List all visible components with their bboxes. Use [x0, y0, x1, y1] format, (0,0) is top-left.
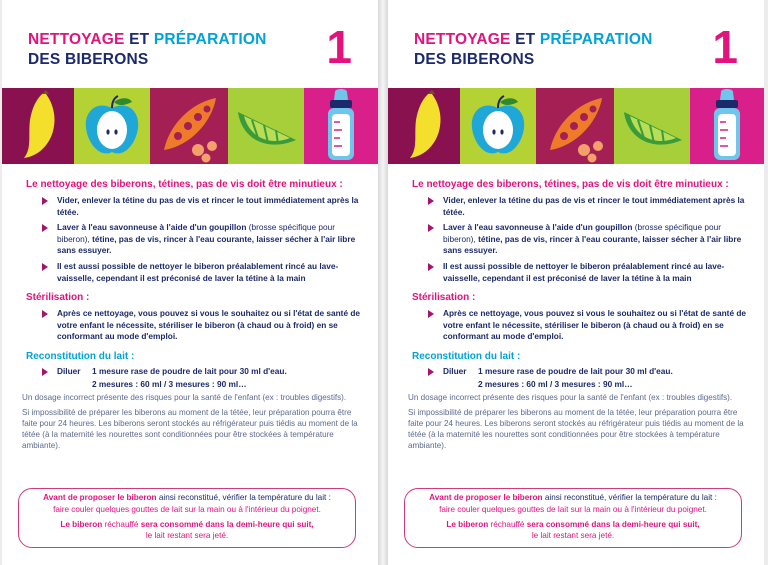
apple-icon	[74, 88, 150, 164]
title-word-2: ET	[129, 31, 150, 48]
fruit-banner	[2, 88, 378, 164]
bullet-text: Laver à l'eau savonneuse à l'aide d'un goupillon	[57, 222, 247, 233]
box-line-1	[405, 492, 741, 504]
box-emph: Avant de proposer le biberon	[429, 493, 543, 502]
box-text: réchauffé	[102, 519, 141, 529]
bullet-text-normal: (brosse spécifique pour biberon),	[57, 222, 335, 244]
dosage-warning: Un dosage incorrect présente des risques pour la santé de l'enfant (ex : troubles digestifs).	[408, 393, 733, 403]
tile-bottle	[690, 88, 764, 164]
tile-peapod	[150, 88, 228, 164]
cleaning-bullet-3	[408, 261, 753, 284]
warning-box	[18, 488, 356, 548]
bullet-arrow-icon	[42, 197, 48, 205]
box-text: ainsi reconstitué, vérifier la température du lait :	[542, 493, 717, 502]
bullet-text: Il est aussi possible de nettoyer le biberon préalablement rincé au lave-vaisselle, cependant il est préconisé de laver la tétine à la main	[443, 260, 725, 283]
cleaning-bullet-1	[408, 195, 753, 218]
title-word-1: NETTOYAGE	[414, 31, 511, 48]
title-line-2: DES BIBERONS	[414, 51, 535, 68]
reconstitution-heading: Reconstitution du lait :	[26, 350, 135, 362]
box-line-3	[405, 519, 741, 531]
cleaning-bullet-1	[22, 195, 367, 218]
storage-note: Si impossibilité de préparer les biberons au moment de la tétée, leur préparation pourra être faite pour 24 heures. Les biberons seront stockés au réfrigérateur puis tiédis au moment de la tétée (à la maternité les nourettes sont conditionnées pour être stockées à température ambiante).	[22, 408, 358, 451]
dose-text: Diluer 1 mesure rase de poudre de lait pour 30 ml d'eau.	[57, 365, 287, 376]
bullet-arrow-icon	[42, 368, 48, 376]
bullet-text-normal: (brosse spécifique pour biberon),	[443, 222, 721, 244]
dose-line-2: 2 mesures : 60 ml / 3 mesures : 90 ml…	[92, 378, 247, 389]
bullet-text: Vider, enlever la tétine du pas de vis et rincer le tout immédiatement après la tétée.	[57, 195, 359, 217]
tile-banana	[2, 88, 74, 164]
box-line-2: faire couler quelques gouttes de lait sur la main ou à l'intérieur du poignet.	[439, 504, 707, 514]
bullet-arrow-icon	[428, 197, 434, 205]
tile-bottle	[304, 88, 378, 164]
tile-peapod	[536, 88, 614, 164]
title-word-3: PRÉPARATION	[539, 31, 653, 48]
cleaning-heading: Le nettoyage des biberons, tétines, pas de vis doit être minutieux :	[26, 179, 343, 190]
banana-icon	[2, 88, 74, 164]
cleaning-bullet-3	[22, 261, 367, 284]
box-line-2: faire couler quelques gouttes de lait sur la main ou à l'intérieur du poignet.	[53, 504, 321, 514]
storage-note: Si impossibilité de préparer les biberons au moment de la tétée, leur préparation pourra être faite pour 24 heures. Les biberons seront stockés au réfrigérateur puis tiédis au moment de la tétée (à la maternité les nourettes sont conditionnées pour être stockées à température ambiante).	[408, 408, 744, 451]
sterilisation-bullet	[22, 308, 367, 343]
tile-melon	[614, 88, 690, 164]
tile-apple	[74, 88, 150, 164]
reconstitution-heading: Reconstitution du lait :	[412, 350, 521, 362]
melon-icon	[228, 88, 304, 164]
tile-banana	[388, 88, 460, 164]
dosage-warning: Un dosage incorrect présente des risques pour la santé de l'enfant (ex : troubles digestifs).	[22, 393, 347, 403]
cleaning-heading: Le nettoyage des biberons, tétines, pas de vis doit être minutieux :	[412, 179, 729, 190]
content	[22, 178, 367, 457]
cleaning-bullet-2	[22, 222, 367, 257]
dose-line-1	[22, 366, 367, 378]
peapod-icon	[150, 88, 228, 164]
bullet-text: Il est aussi possible de nettoyer le biberon préalablement rincé au lave-vaisselle, cependant il est préconisé de laver la tétine à la main	[57, 260, 339, 283]
dose-text: Diluer 1 mesure rase de poudre de lait pour 30 ml d'eau.	[443, 365, 673, 376]
box-text: réchauffé	[488, 519, 527, 529]
page-title	[414, 30, 653, 70]
bullet-text: Vider, enlever la tétine du pas de vis et rincer le tout immédiatement après la tétée.	[443, 195, 745, 217]
box-emph: Avant de proposer le biberon	[43, 493, 157, 502]
content	[408, 178, 753, 457]
title-word-1: NETTOYAGE	[28, 31, 125, 48]
bullet-arrow-icon	[428, 263, 434, 271]
box-line-4: le lait restant sera jeté.	[145, 531, 229, 541]
tile-apple	[460, 88, 536, 164]
apple-icon	[460, 88, 536, 164]
box-line-1	[19, 492, 355, 504]
bullet-arrow-icon	[428, 224, 434, 232]
bullet-arrow-icon	[428, 368, 434, 376]
bullet-arrow-icon	[42, 224, 48, 232]
box-emph: sera consommé dans la demi-heure qui suit,	[526, 519, 700, 529]
dose-line-2: 2 mesures : 60 ml / 3 mesures : 90 ml…	[478, 378, 633, 389]
warning-box	[404, 488, 742, 548]
box-emph: Le biberon	[446, 519, 489, 529]
melon-icon	[614, 88, 690, 164]
cleaning-bullet-2	[408, 222, 753, 257]
book-gutter	[378, 0, 388, 565]
dose-line-1	[408, 366, 753, 378]
bullet-text: Après ce nettoyage, vous pouvez si vous le souhaitez ou si l'état de santé de votre enfant le nécessite, stériliser le biberon (à chaud ou à froid) en se conformant au mode d'emploi.	[443, 308, 747, 342]
bullet-arrow-icon	[42, 310, 48, 318]
box-line-3	[19, 519, 355, 531]
bullet-arrow-icon	[428, 310, 434, 318]
box-emph: Le biberon	[60, 519, 103, 529]
chapter-number: 1	[326, 21, 352, 73]
baby-bottle-icon	[690, 88, 764, 164]
baby-bottle-icon	[304, 88, 378, 164]
tile-melon	[228, 88, 304, 164]
bullet-text: Après ce nettoyage, vous pouvez si vous le souhaitez ou si l'état de santé de votre enfant le nécessite, stériliser le biberon (à chaud ou à froid) en se conformant au mode d'emploi.	[57, 308, 361, 342]
box-emph: sera consommé dans la demi-heure qui suit,	[140, 519, 314, 529]
box-line-4: le lait restant sera jeté.	[531, 531, 615, 541]
fruit-banner	[388, 88, 764, 164]
title-word-2: ET	[515, 31, 536, 48]
page-left	[2, 0, 378, 565]
box-text: ainsi reconstitué, vérifier la température du lait :	[156, 493, 331, 502]
sterilisation-heading: Stérilisation :	[412, 292, 476, 304]
page-right	[388, 0, 764, 565]
bullet-text: Laver à l'eau savonneuse à l'aide d'un goupillon	[443, 222, 633, 233]
peapod-icon	[536, 88, 614, 164]
chapter-number: 1	[712, 21, 738, 73]
title-line-2: DES BIBERONS	[28, 51, 149, 68]
bullet-text: tétine, pas de vis, rincer à l'eau courante, laisser sécher à l'air libre sans essuyer.	[443, 233, 742, 256]
bullet-text: tétine, pas de vis, rincer à l'eau courante, laisser sécher à l'air libre sans essuyer.	[57, 233, 356, 256]
bullet-arrow-icon	[42, 263, 48, 271]
sterilisation-heading: Stérilisation :	[26, 292, 90, 304]
title-word-3: PRÉPARATION	[153, 31, 267, 48]
banana-icon	[388, 88, 460, 164]
page-title	[28, 30, 267, 70]
sterilisation-bullet	[408, 308, 753, 343]
